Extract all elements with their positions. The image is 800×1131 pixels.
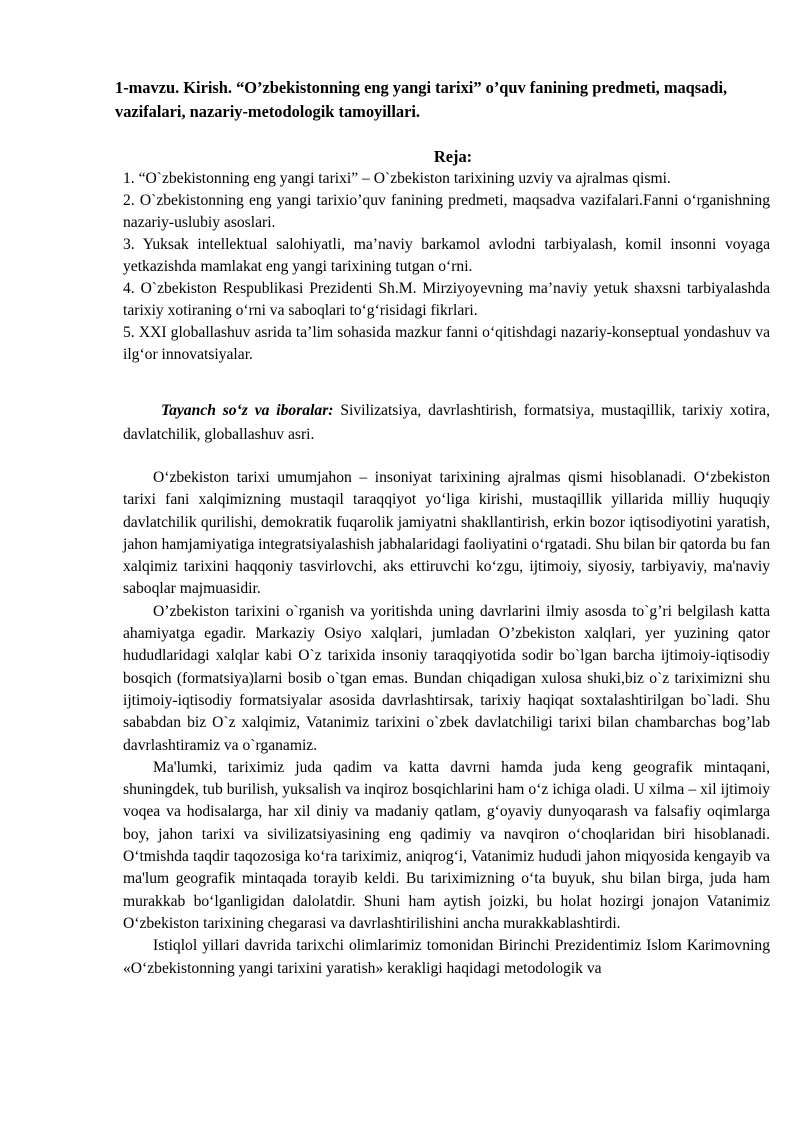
- keywords-label: Tayanch so‘z va iboralar:: [161, 402, 334, 419]
- plan-list: [123, 168, 770, 366]
- keywords-text: Sivilizatsiya, davrlashtirish, formatsiya, mustaqillik, tarixiy xotira, davlatchilik, globallashuv asri.: [123, 402, 770, 443]
- body-paragraph: O’zbekiston tarixini o`rganish va yoritishda uning davrlarini ilmiy asosda to`g’ri belgilash katta ahamiyatga egadir. Markaziy Osiyo xalqlari, jumladan O’zbekiston xalqlari, yer yuzining qator hududlaridagi xalqlar kabi O`z tarixida insoniy taraqqiyotida sodir bo`lgan barcha ijtimoiy-iqtisodiy bosqich (formatsiya)larni bosib o`tgan emas. Bundan chiqadigan xulosa shuki,biz o`z tariximizni shu ijtimoiy-iqtisodiy formatsiyalar asosida davrlashtirsak, tarixiy haqiqat soxtalashtirilgan bo`ladi. Shu sababdan biz O`z xalqimiz, Vatanimiz tarixini o`zbek davlatchiligi tarixi bilan chambarchas bog’lab davrlashtiramiz va o`rganamiz.: [123, 602, 770, 754]
- plan-item: 4. O`zbekiston Respublikasi Prezidenti Sh.M. Mirziyoyevning ma’naviy yetuk shaxsni tarbiyalashda tarixiy xotiraning o‘rni va saboqlari to‘g‘risidagi fikrlari.: [123, 280, 770, 319]
- body-paragraph: Istiqlol yillari davrida tarixchi olimlarimiz tomonidan Birinchi Prezidentimiz Islom Karimovning «O‘zbekistonning yangi tarixini yaratish» kerakligi haqidagi metodologik va: [123, 937, 770, 977]
- body-text: [123, 467, 770, 980]
- plan-item: 1. “O`zbekistonning eng yangi tarixi” – O`zbekiston tarixining uzviy va ajralmas qismi.: [123, 170, 671, 187]
- body-paragraph: Ma'lumki, tariximiz juda qadim va katta davrni hamda juda keng geografik mintaqani, shuningdek, tub burilish, yuksalish va inqiroz bosqichlarini ham o‘z ichiga oladi. U xilma – xil ijtimoiy voqea va hodisalarga, har xil diniy va madaniy qatlam, g‘oyaviy dunyoqarash va falsafiy oqimlarga boy, jahon tarixi va sivilizatsiyasining eng qadimiy va navqiron o‘choqlaridan biri hisoblanadi. O‘tmishda taqdir taqozosiga ko‘ra tariximiz, aniqrog‘i, Vatanimiz hududi jahon miqyosida kengayib va ma'lum geografik mintaqada torayib keldi. Bu tariximizning o‘ta buyuk, shu bilan birga, juda ham murakkab bo‘lganligidan dalolatdir. Shuni ham aytish joizki, bu holat hozirgi jonajon Vatanimiz O‘zbekiston tarixining chegarasi va davrlashtirilishini ancha murakkablashtirdi.: [123, 758, 770, 932]
- document-title: 1-mavzu. Kirish. “O’zbekistonning eng yangi tarixi” o’quv fanining predmeti, maqsadi, vazifalari, nazariy-metodologik tamoyillari.: [115, 78, 728, 121]
- plan-item: 5. XXI globallashuv asrida ta’lim sohasida mazkur fanni o‘qitishdagi nazariy-konseptual yondashuv va ilg‘or innovatsiyalar.: [123, 324, 770, 363]
- keywords-paragraph: [123, 399, 770, 447]
- body-paragraph: O‘zbekiston tarixi umumjahon – insoniyat tarixining ajralmas qismi hisoblanadi. O‘zbekiston tarixi fani xalqimizning mustaqil taraqqiyot yo‘liga kirishi, mustaqillik yillarida milliy huquqiy davlatchilik qurilishi, demokratik fuqarolik jamiyatni shakllantirish, erkin bozor iqtisodiyotini yaratish, jahon hamjamiyatiga integratsiyalashish jabhalaridagi faoliyatini o‘rgatadi. Shu bilan bir qatorda bu fan xalqimiz tarixini haqqoniy tasvirlovchi, aks ettiruvchi ko‘zgu, ijtimoiy, siyosiy, tarbiyaviy, ma'naviy saboqlar majmuasidir.: [123, 469, 770, 598]
- plan-heading: Reja:: [433, 147, 473, 166]
- plan-item: 2. O`zbekistonning eng yangi tarixio’quv fanining predmeti, maqsadva vazifalari.Fanni o‘rganishning nazariy-uslubiy asoslari.: [123, 192, 770, 231]
- plan-item: 3. Yuksak intellektual salohiyatli, ma’naviy barkamol avlodni tarbiyalash, komil insonni voyaga yetkazishda mamlakat eng yangi tarixining tutgan o‘rni.: [123, 236, 770, 275]
